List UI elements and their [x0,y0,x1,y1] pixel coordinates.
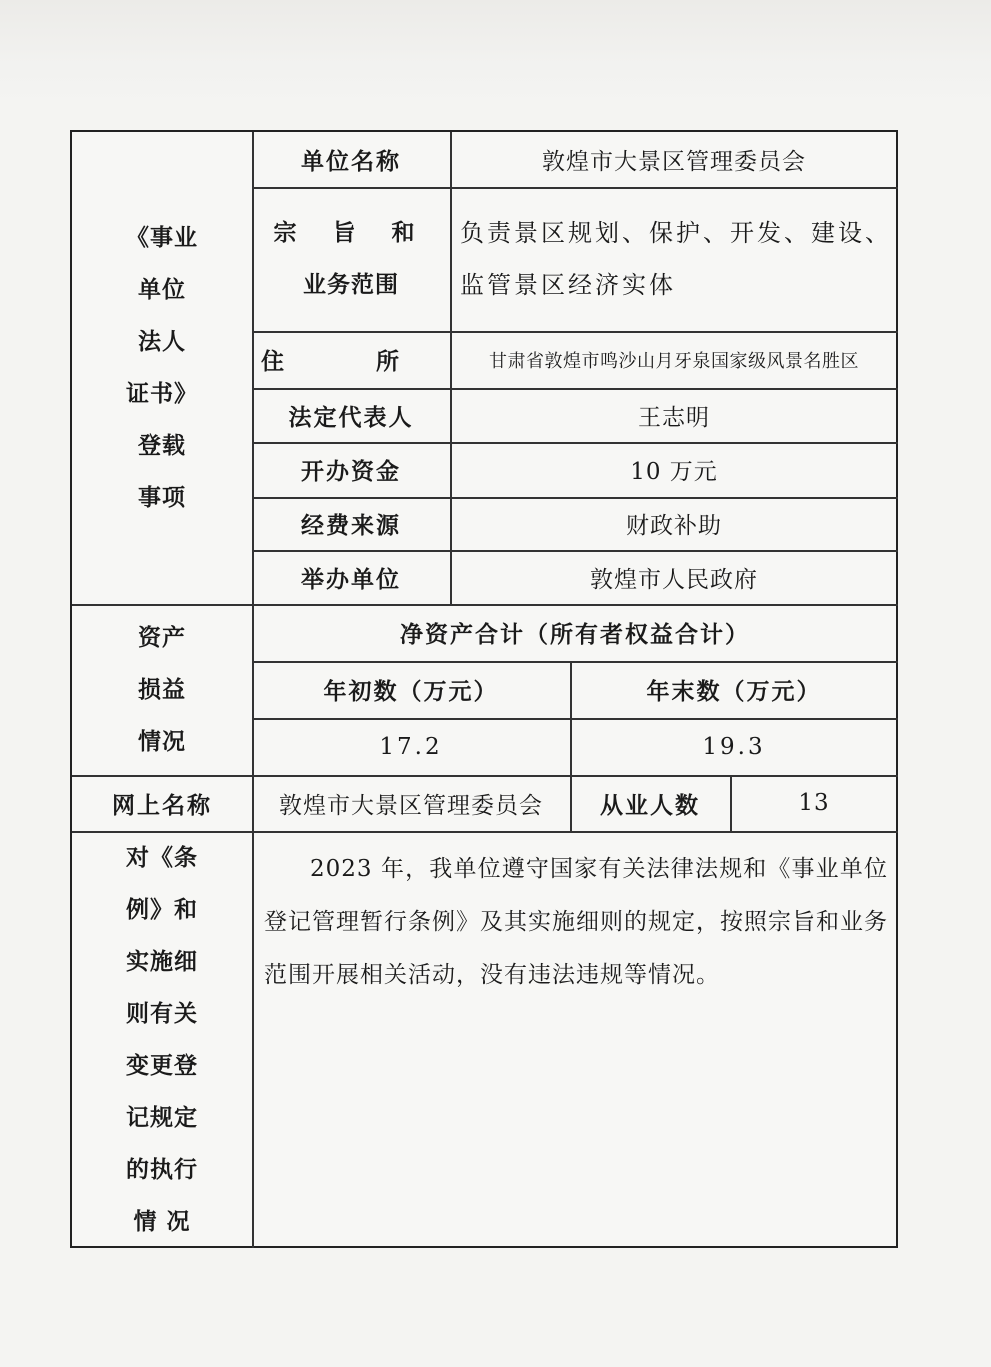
online-name-label: 网上名称 [112,791,212,819]
registry-section-label [72,132,252,604]
compliance-label-line: 记规定 [126,1103,198,1131]
year-start-header: 年初数（万元） [323,678,499,705]
year-end-value: 19.3 [702,733,766,760]
assets-section-label [72,604,252,775]
compliance-label-line: 对《条 [126,843,198,871]
compliance-label-line: 情 况 [133,1207,191,1235]
assets-label-line: 损益 [138,675,186,703]
compliance-label-line: 实施细 [126,947,198,975]
capital-value: 10 万元 [630,459,718,485]
online-name-value: 敦煌市大景区管理委员会 [279,792,543,819]
purpose-value: 负责景区规划、保护、开发、建设、监管景区经济实体 [460,219,892,299]
registry-label-line: 事项 [138,484,186,511]
address-value: 甘肃省敦煌市鸣沙山月牙泉国家级风景名胜区 [489,350,859,372]
staff-count-label: 从业人数 [600,791,700,819]
scan-background [0,0,991,110]
registry-label-line: 《事业 [126,224,198,251]
year-start-value: 17.2 [379,733,443,760]
registry-label-line: 登载 [138,432,186,459]
funding-label: 经费来源 [301,512,401,539]
compliance-statement [252,831,898,1248]
staff-count-value: 13 [798,790,830,816]
year-end-header: 年末数（万元） [646,678,822,705]
unit-name-value: 敦煌市大景区管理委员会 [542,149,806,175]
compliance-label-line: 则有关 [126,999,198,1027]
registry-label-line: 单位 [138,276,186,303]
sponsor-value: 敦煌市人民政府 [590,566,758,593]
compliance-paragraph: 2023 年，我单位遵守国家有关法律法规和《事业单位登记管理暂行条例》及其实施细则的规定，按照宗旨和业务范围开展相关活动，没有违法违规等情况。 [264,856,888,988]
legal-rep-value: 王志明 [638,404,710,431]
purpose-label-line: 宗 旨 和 [273,219,429,246]
registry-label-line: 证书》 [126,380,198,407]
legal-rep-label: 法定代表人 [288,403,414,431]
address-label: 住 所 [260,348,441,375]
assets-label-line: 情况 [138,727,186,755]
unit-name-label: 单位名称 [301,148,401,175]
compliance-label-line: 变更登 [126,1051,198,1079]
capital-label: 开办资金 [301,458,401,485]
funding-value: 财政补助 [626,513,722,539]
compliance-section-label [72,831,252,1248]
purpose-label [252,187,450,331]
assets-label-line: 资产 [138,623,186,651]
registry-label-line: 法人 [138,328,186,355]
compliance-label-line: 例》和 [126,895,198,923]
sponsor-label: 举办单位 [301,565,401,593]
compliance-label-line: 的执行 [126,1155,198,1183]
registration-form-table [70,130,898,1248]
net-assets-header: 净资产合计（所有者权益合计） [400,621,750,648]
purpose-label-line: 业务范围 [303,271,399,298]
